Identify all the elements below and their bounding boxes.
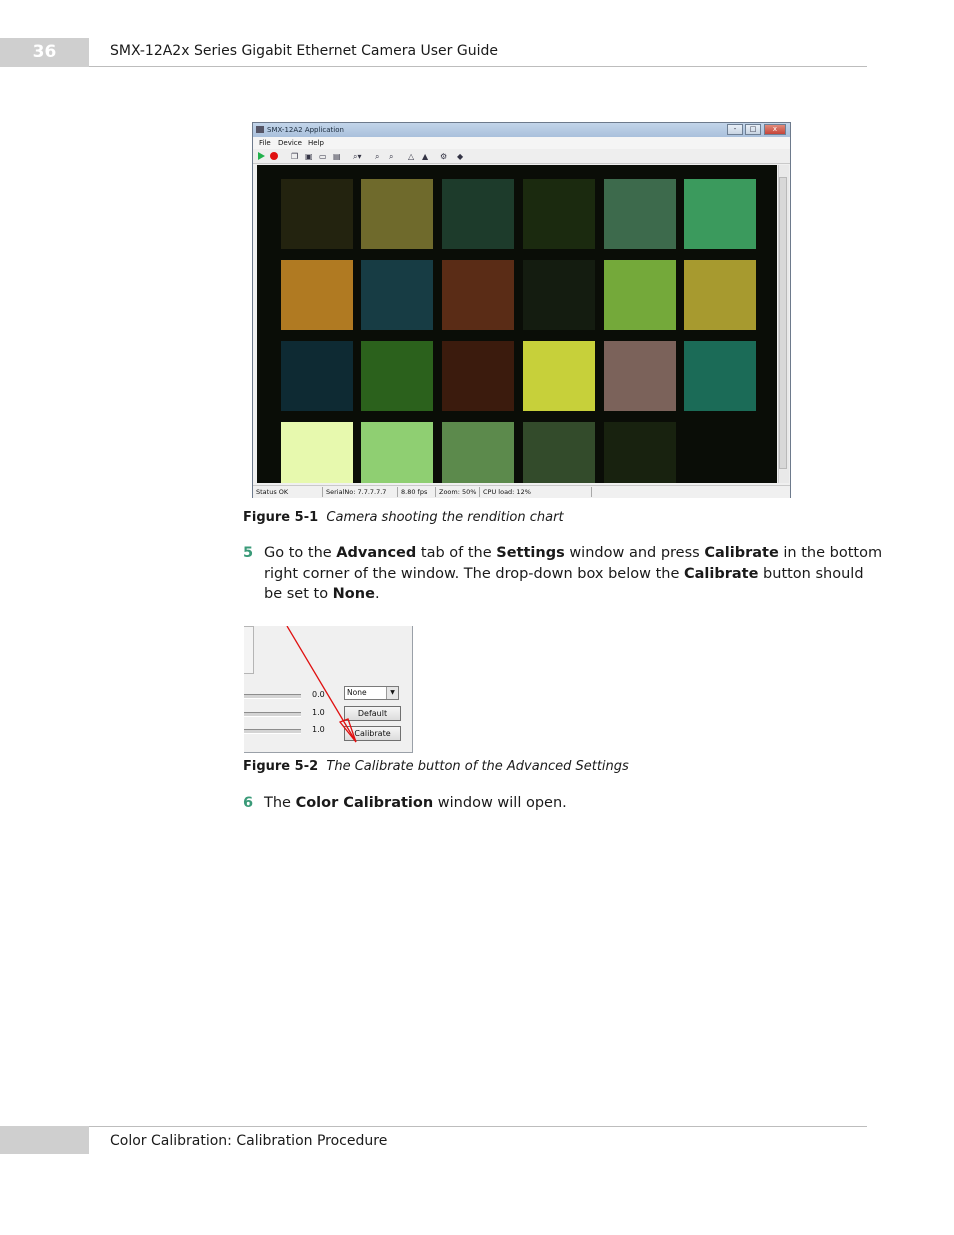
step-5-text-segment: be set to [264, 586, 333, 603]
zoom-icon[interactable]: ⌕▾ [353, 152, 362, 161]
histogram-icon[interactable]: △ [408, 152, 415, 161]
color-patch [281, 260, 353, 330]
color-patch [281, 341, 353, 411]
status-cpu: CPU load: 12% [483, 488, 531, 496]
minimize-button[interactable]: - [727, 124, 743, 135]
figure-2-caption [243, 758, 629, 776]
status-separator [322, 487, 323, 497]
calibrate-button[interactable]: Calibrate [344, 726, 401, 741]
color-patch [604, 422, 676, 483]
step-5-number: 5 [243, 545, 254, 561]
app-window-screenshot [252, 122, 791, 498]
arrow-head [340, 719, 356, 742]
step-6-text-segment: The [264, 795, 296, 811]
close-button[interactable]: x [764, 124, 786, 135]
header-title: SMX-12A2x Series Gigabit Ethernet Camera User Guide [110, 43, 498, 59]
color-patch [604, 179, 676, 249]
step-5-text-segment: tab of the [416, 545, 497, 561]
settings-keyword: Settings [496, 545, 565, 561]
slider-value: 1.0 [312, 725, 325, 734]
camera-image-viewport [257, 165, 777, 483]
color-patch [442, 422, 514, 483]
calibrate-keyword: Calibrate [704, 545, 779, 561]
step-5-text-segment: right corner of the window. The drop-down box below the [264, 565, 684, 582]
copy-icon[interactable]: ❐ [291, 152, 299, 161]
status-separator [591, 487, 592, 497]
figure-1-label: Figure 5-1 [243, 510, 319, 525]
maximize-button[interactable]: □ [745, 124, 761, 135]
color-patch [361, 179, 433, 249]
app-icon [256, 126, 264, 133]
film-icon[interactable]: ▤ [333, 152, 341, 161]
dropdown-value: None [347, 688, 367, 697]
settings-icon[interactable]: ⚙ [440, 152, 448, 161]
color-patch [604, 341, 676, 411]
color-patch [442, 260, 514, 330]
color-patch [684, 422, 756, 483]
figure-2-text: The Calibrate button of the Advanced Settings [326, 759, 629, 774]
video-icon[interactable]: ▭ [319, 152, 327, 161]
step-5-text-segment: . [374, 586, 380, 603]
scrollbar-thumb[interactable] [779, 177, 787, 469]
figure-2-label: Figure 5-2 [243, 759, 319, 774]
step-5-text-segment: window and press [564, 545, 705, 561]
status-fps: 8.80 fps [401, 488, 428, 496]
arrow-line [287, 626, 356, 742]
slider-value: 0.0 [312, 690, 325, 699]
color-patch [523, 260, 595, 330]
header-rule [89, 66, 867, 67]
record-icon[interactable] [270, 152, 278, 160]
step-6-text [264, 793, 567, 814]
window-titlebar [253, 123, 790, 137]
page-number: 36 [32, 42, 57, 62]
color-calibration-keyword: Color Calibration [295, 795, 434, 811]
menu-device[interactable]: Device [278, 139, 302, 147]
color-patch [442, 179, 514, 249]
color-patch [523, 179, 595, 249]
slider-value: 1.0 [312, 708, 325, 717]
color-patch [523, 422, 595, 483]
step-6-text-segment: window will open. [433, 795, 567, 811]
footer-title: Color Calibration: Calibration Procedure [110, 1133, 388, 1149]
none-keyword: None [332, 586, 375, 603]
menu-bar [253, 137, 790, 149]
step-5-text [264, 543, 883, 605]
status-state: Status OK [256, 488, 289, 496]
histogram2-icon[interactable]: ▲ [422, 152, 429, 161]
calibrate-keyword: Calibrate [683, 565, 759, 582]
color-patch [604, 260, 676, 330]
status-separator [479, 487, 480, 497]
window-title: SMX-12A2 Application [267, 126, 344, 134]
step-5-text-segment: in the bottom [778, 545, 883, 561]
menu-help[interactable]: Help [308, 139, 324, 147]
color-patch [684, 260, 756, 330]
color-patch [361, 422, 433, 483]
status-zoom: Zoom: 50% [439, 488, 477, 496]
color-patch [281, 422, 353, 483]
color-patch [684, 341, 756, 411]
advanced-settings-screenshot [244, 626, 413, 753]
menu-file[interactable]: File [259, 139, 271, 147]
advanced-keyword: Advanced [336, 545, 417, 561]
status-separator [397, 487, 398, 497]
chevron-down-icon[interactable]: ▼ [386, 687, 398, 699]
color-patch [684, 179, 756, 249]
color-patch [281, 179, 353, 249]
red-arrow-annotation [244, 626, 413, 753]
color-patch [361, 341, 433, 411]
color-patch [361, 260, 433, 330]
color-patch [523, 341, 595, 411]
step-5-text-segment: Go to the [264, 545, 337, 561]
figure-1-caption [243, 509, 564, 527]
footer-rule [89, 1126, 867, 1127]
status-separator [435, 487, 436, 497]
toolbar [253, 149, 790, 164]
step-6-number: 6 [243, 795, 254, 811]
status-serial: SerialNo: 7.7.7.7.7 [326, 488, 387, 496]
footer-tab [0, 1126, 89, 1154]
color-patch [442, 341, 514, 411]
camera-icon[interactable]: ▣ [305, 152, 313, 161]
default-button[interactable]: Default [344, 706, 401, 721]
play-icon[interactable] [258, 152, 265, 160]
status-bar [253, 485, 790, 498]
zoom-out-icon[interactable]: ⌕ [389, 152, 394, 161]
figure-1-text: Camera shooting the rendition chart [326, 510, 564, 525]
network-icon[interactable]: ◆ [457, 152, 464, 161]
step-5-text-segment: button should [758, 565, 864, 582]
zoom-in-icon[interactable]: ⌕ [375, 152, 380, 161]
